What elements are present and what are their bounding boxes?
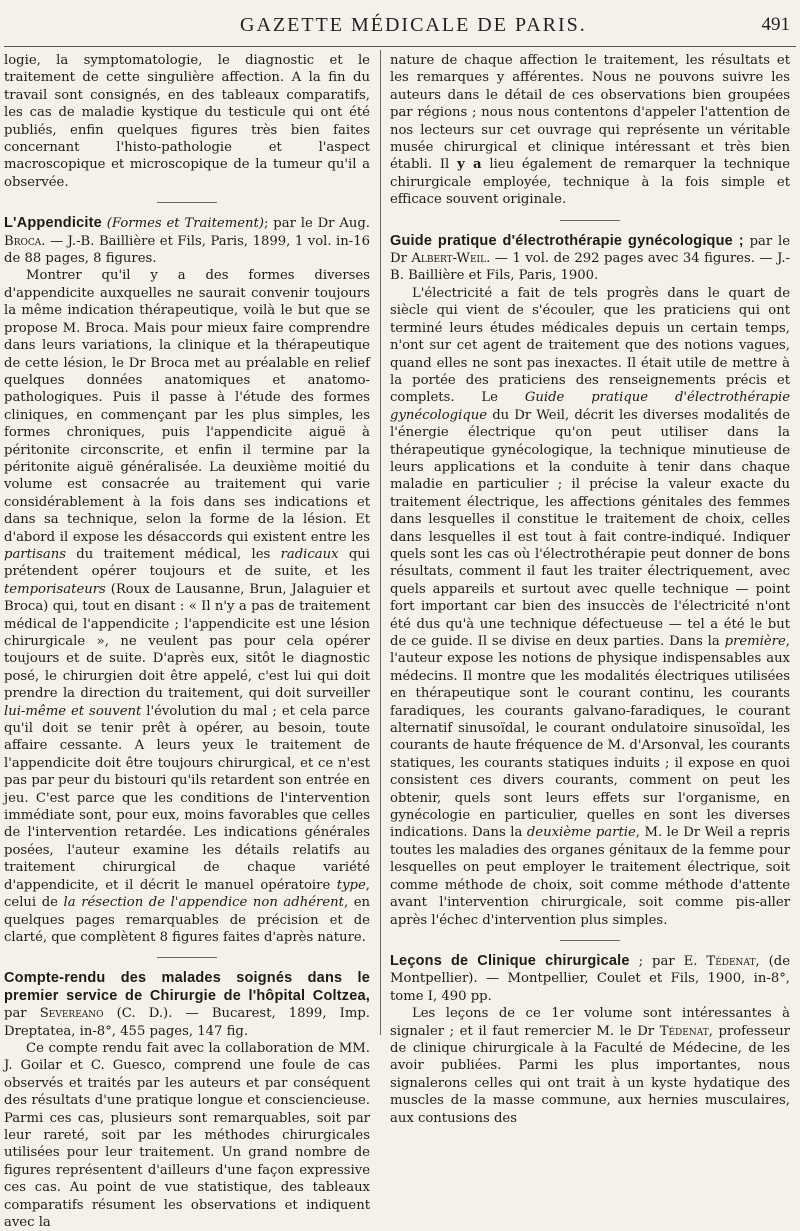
- publication-details: — 1 vol. de 292 pages avec 34 figures. — J.-B. Baillière et Fils, Paris, 1900.: [390, 251, 790, 284]
- author-name: Tédenat,: [706, 953, 760, 969]
- section-separator: [157, 957, 217, 958]
- review-electrotherapie: [390, 233, 790, 929]
- book-subtitle: (Formes et Traitement): [106, 216, 264, 232]
- book-title: Guide pratique d'électrothérapie gynécologique ;: [390, 232, 744, 249]
- book-title: Leçons de Clinique chirurgicale: [390, 952, 630, 969]
- author-name: Broca.: [4, 233, 46, 249]
- author-name: Severeano: [39, 1006, 104, 1022]
- section-separator: [560, 220, 620, 221]
- review-coltzea: [4, 970, 370, 1231]
- review-heading: Leçons de Clinique chirurgicale ; par E. Tédenat, (de Montpellier). — Montpellier, Coulet et Fils, 1900, in-8°, tome I, 490 pp.: [390, 952, 790, 1004]
- publication-details: (C. D.). — Bucarest, 1899, Imp. Dreptatea, in-8°, 455 pages, 147 fig.: [4, 1006, 370, 1039]
- left-column: [4, 52, 370, 1231]
- author-name: Albert-Weil.: [411, 251, 491, 267]
- section-separator: [560, 940, 620, 941]
- journal-title: GAZETTE MÉDICALE DE PARIS.: [240, 14, 587, 36]
- column-rule: [380, 50, 381, 1035]
- publication-details: (de Montpellier). — Montpellier, Coulet et Fils, 1900, in-8°, tome I, 490 pp.: [390, 953, 790, 1004]
- review-body: Montrer qu'il y a des formes diverses d'appendicite auxquelles ne saurait convenir toujours la même indication thérapeutique, voilà le but que se propose M. Broca. Mais pour mieux faire comprendre dans leurs variations, la clinique et la thérapeutique de cette lésion, le Dr Broca met au préalable en relief quelques données anatomiques et anatomo-pathologiques. Puis il passe à l'étude des formes cliniques, en commençant par les plus simples, les formes chroniques, puis l'appendicite aiguë à péritonite circonscrite, et enfin il termine par la péritonite aiguë généralisée. La deuxième moitié du volume est consacrée au traitement qui varie considérablement à la fois dans ses indications et dans sa technique, selon la forme de la lésion. Et d'abord il expose les désaccords qui existent entre les partisans du traitement médical, les radicaux qui prétendent opérer toujours et de suite, et les temporisateurs (Roux de Lausanne, Brun, Jalaguier et Broca) qui, tout en disant : « Il n'y a pas de traitement médical de l'appendicite ; l'appendicite est une lésion chirurgicale », ne veulent pas pour cela opérer toujours et de suite. D'après eux, sitôt le diagnostic posé, le chirurgien doit être appelé, c'est lui qui doit prendre la direction du traitement, qui doit surveiller lui-même et souvent l'évolution du mal ; et cela parce qu'il doit se tenir prêt à opérer, au besoin, toute affaire cessante. A leurs yeux le traitement de l'appendicite doit être toujours chirurgical, et ce n'est pas par peur du bistouri qu'ils retardent son entrée en jeu. C'est parce que les conditions de l'intervention immédiate sont, pour eux, moins favorables que celles de l'intervention retardée. Les indications générales posées, l'auteur examine les détails relatifs au traitement chirurgical de chaque variété d'appendicite, et il décrit le manuel opératoire type, celui de la résection de l'appendice non adhérent, en quelques pages remarquables de précision et de clarté, que complètent 8 figures faites d'après nature.: [4, 268, 371, 945]
- review-appendicite: [4, 215, 370, 946]
- running-head: [0, 14, 800, 40]
- header-rule: [4, 46, 796, 47]
- review-body: Les leçons de ce 1er volume sont intéressantes à signaler ; et il faut remercier M. le Dr Tédenat, professeur de clinique chirurgicale à la Faculté de Médecine, de les avoir publiées. Parmi les plus importantes, nous signalerons celles qui ont trait à un kyste hydatique des muscles de la masse commune, aux hernies musculaires, aux contusions des: [390, 1006, 790, 1126]
- right-column: [390, 52, 790, 1127]
- review-body: L'électricité a fait de tels progrès dans le quart de siècle qui vient de s'écouler, que les praticiens qui ont terminé leurs études médicales depuis un certain temps, n'ont sur cet agent de traitement que des notions vagues, quand elles ne sont pas inexactes. Il était utile de mettre à la portée des praticiens des renseignements précis et complets. Le Guide pratique d'électrothérapie gynécologique du Dr Weil, décrit les diverses modalités de l'énergie électrique qu'on peut utiliser dans la thérapeutique gynécologique, la technique minutieuse de leurs applications et la conduite à tenir dans chaque maladie en particulier ; il précise la valeur exacte du traitement électrique, les affections génitales des femmes dans lesquelles il constitue le traitement de choix, celles dans lesquelles il est tout à fait contre-indiqué. Indiquer quels sont les cas où l'électrothérapie peut donner de bons résultats, comment il faut les traiter électriquement, avec quels appareils et surtout avec quelle technique — point fort important car bien des insuccès de l'électricité n'ont été dus qu'à une technique défectueuse — tel a été le but de ce guide. Il se divise en deux parties. Dans la première, l'auteur expose les notions de physique indispensables aux médecins. Il montre que les modalités électriques utilisées en thérapeutique sont le courant continu, les courants faradiques, les courants galvano-faradiques, le courant alternatif sinusoïdal, le courant ondulatoire sinusoïdal, les courants de haute fréquence de M. d'Arsonval, les courants statiques, les courants statiques induits ; il expose en quoi consistent ces divers courants, comment on peut les obtenir, quels sont leurs effets sur l'organisme, en gynécologie en particulier, quelles en sont les diverses indications. Dans la deuxième partie, M. le Dr Weil a repris toutes les maladies des organes génitaux de la femme pour lesquelles on peut employer le traitement électrique, soit comme méthode de choix, soit comme méthode d'attente avant l'intervention chirurgicale, soit comme pis-aller après l'échec d'intervention plus simples.: [390, 285, 791, 928]
- review-heading: Compte-rendu des malades soignés dans le premier service de Chirurgie de l'hôpital Coltzea, par Severeano (C. D.). — Bucarest, 1899, Imp. Dreptatea, in-8°, 455 pages, 147 fig.: [4, 970, 370, 1039]
- publication-details: — J.-B. Baillière et Fils, Paris, 1899, 1 vol. in-16 de 88 pages, 8 figures.: [4, 233, 370, 267]
- page-number: 491: [761, 14, 790, 35]
- review-clinique: [390, 953, 790, 1127]
- review-continuation: logie, la symptomatologie, le diagnostic et le traitement de cette singulière affection. A la fin du travail sont consignés, en des tableaux comparatifs, les cas de maladie kystique du testicule qui ont été publiés, enfin quelques figures très bien faites concernant l'histo-pathologie et l'aspect macroscopique et microscopique de la tumeur qu'il a observée.: [4, 53, 370, 190]
- review-heading: Guide pratique d'électrothérapie gynécologique ; par le Dr Albert-Weil. — 1 vol. de 292 pages avec 34 figures. — J.-B. Baillière et Fils, Paris, 1900.: [390, 232, 791, 284]
- review-continuation: nature de chaque affection le traitement, les résultats et les remarques y afférentes. Nous ne pouvons suivre les auteurs dans le détail de ces observations bien groupées par régions ; nous nous contentons d'appeler l'attention de nos lecteurs sur cet ouvrage qui représente un véritable musée chirurgical et clinique intéressant et très bien établi. Il y a lieu également de remarquer la technique chirurgicale employée, technique à la fois simple et efficace souvent originale.: [390, 53, 790, 208]
- review-body: Ce compte rendu fait avec la collaboration de MM. J. Goilar et C. Guesco, comprend une foule de cas observés et traités par les auteurs et par conséquent des résultats d'une pratique longue et consciencieuse. Parmi ces cas, plusieurs sont remarquables, soit par leur rareté, soit par les méthodes chirurgicales utilisées pour leur traitement. Un grand nombre de figures représentent d'ailleurs d'une façon expressive ces cas. Au point de vue statistique, des tableaux comparatifs résument les observations et indiquent avec la: [4, 1040, 370, 1230]
- section-separator: [157, 202, 217, 203]
- book-title: Compte-rendu des malades soignés dans le premier service de Chirurgie de l'hôpital Coltzea,: [4, 970, 370, 1004]
- review-heading: L'Appendicite (Formes et Traitement); par le Dr Aug. Broca. — J.-B. Baillière et Fils, Paris, 1899, 1 vol. in-16 de 88 pages, 8 figures.: [4, 215, 370, 267]
- book-title: L'Appendicite: [4, 215, 102, 232]
